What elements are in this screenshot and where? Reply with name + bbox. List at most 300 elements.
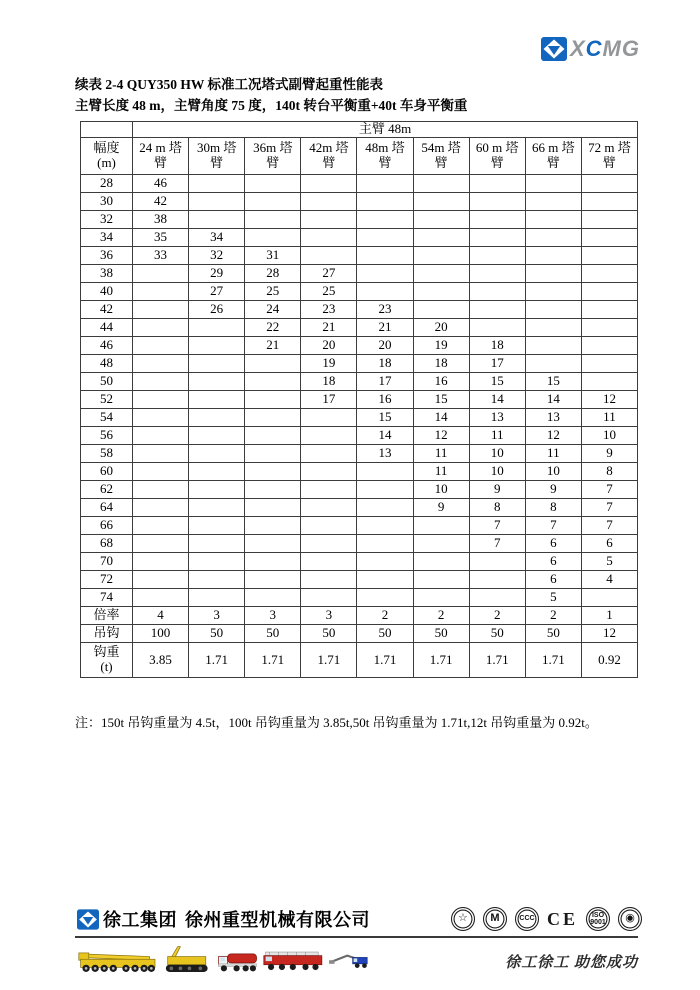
capacity-cell: [133, 373, 189, 391]
capacity-cell: [133, 301, 189, 319]
hook-weight-cell: 1.71: [189, 643, 245, 678]
xcmg-diamond-icon: [77, 909, 99, 930]
capacity-cell: [469, 265, 525, 283]
radius-cell: 42: [81, 301, 133, 319]
capacity-cell: [245, 535, 301, 553]
capacity-cell: 10: [469, 463, 525, 481]
capacity-cell: 12: [581, 391, 637, 409]
ratio-label-cell: 倍率: [81, 607, 133, 625]
certification-badges: [451, 907, 642, 931]
capacity-cell: 7: [581, 499, 637, 517]
truck-crane-image: [79, 953, 155, 972]
table-row: [81, 175, 638, 193]
capacity-cell: 11: [469, 427, 525, 445]
hook-weight-cell: 0.92: [581, 643, 637, 678]
ce-mark-icon: CE: [546, 908, 578, 929]
capacity-cell: [189, 589, 245, 607]
hook-weight-cell: 1.71: [413, 643, 469, 678]
capacity-cell: [413, 247, 469, 265]
capacity-cell: 18: [469, 337, 525, 355]
company-name: 徐州重型机械有限公司: [185, 910, 370, 930]
capacity-cell: 13: [525, 409, 581, 427]
column-header: 48m 塔 臂: [357, 138, 413, 175]
capacity-cell: [245, 463, 301, 481]
capacity-cell: 19: [301, 355, 357, 373]
page-title: 续表 2-4 QUY350 HW 标准工况塔式副臂起重性能表: [75, 77, 384, 92]
capacity-cell: 14: [357, 427, 413, 445]
capacity-cell: 13: [469, 409, 525, 427]
capacity-cell: [133, 571, 189, 589]
hook-cell: 12: [581, 625, 637, 643]
radius-cell: 60: [81, 463, 133, 481]
capacity-cell: [189, 481, 245, 499]
table-row: [81, 499, 638, 517]
capacity-cell: [133, 481, 189, 499]
hook-cell: 50: [525, 625, 581, 643]
capacity-cell: [357, 589, 413, 607]
capacity-cell: 9: [469, 481, 525, 499]
radius-cell: 74: [81, 589, 133, 607]
capacity-cell: [357, 571, 413, 589]
hook-label-cell: 吊钩: [81, 625, 133, 643]
hook-weight-row: [81, 643, 638, 678]
capacity-cell: [469, 175, 525, 193]
table-row: [81, 247, 638, 265]
capacity-cell: 34: [189, 229, 245, 247]
hook-cell: 100: [133, 625, 189, 643]
ratio-cell: 4: [133, 607, 189, 625]
hook-cell: 50: [189, 625, 245, 643]
table-row: [81, 481, 638, 499]
capacity-cell: 11: [413, 445, 469, 463]
xcmg-wordmark: XCMG: [569, 36, 640, 61]
xcmg-logo: [541, 37, 640, 61]
capacity-cell: [469, 229, 525, 247]
hook-cell: 50: [413, 625, 469, 643]
table-row: [81, 373, 638, 391]
radius-cell: 66: [81, 517, 133, 535]
capacity-cell: [189, 337, 245, 355]
capacity-cell: [189, 499, 245, 517]
capacity-cell: [133, 553, 189, 571]
capacity-cell: 20: [301, 337, 357, 355]
capacity-cell: [189, 571, 245, 589]
column-header: 30m 塔 臂: [189, 138, 245, 175]
capacity-cell: [301, 175, 357, 193]
radius-cell: 72: [81, 571, 133, 589]
capacity-cell: 15: [469, 373, 525, 391]
capacity-cell: [469, 247, 525, 265]
capacity-cell: 11: [581, 409, 637, 427]
capacity-cell: [245, 589, 301, 607]
radius-cell: 70: [81, 553, 133, 571]
capacity-cell: [301, 571, 357, 589]
capacity-cell: [525, 211, 581, 229]
capacity-cell: [133, 337, 189, 355]
capacity-cell: [469, 319, 525, 337]
capacity-cell: [525, 319, 581, 337]
capacity-cell: 9: [525, 481, 581, 499]
capacity-cell: 5: [581, 553, 637, 571]
capacity-cell: [357, 463, 413, 481]
capacity-cell: [525, 265, 581, 283]
ratio-cell: 2: [357, 607, 413, 625]
capacity-cell: 27: [301, 265, 357, 283]
capacity-cell: 4: [581, 571, 637, 589]
capacity-cell: 7: [581, 517, 637, 535]
capacity-cell: [189, 463, 245, 481]
column-header: 36m 塔 臂: [245, 138, 301, 175]
capacity-cell: 25: [245, 283, 301, 301]
capacity-cell: 23: [357, 301, 413, 319]
capacity-cell: [245, 517, 301, 535]
capacity-cell: [301, 247, 357, 265]
capacity-cell: [581, 229, 637, 247]
radius-cell: 54: [81, 409, 133, 427]
capacity-cell: 18: [301, 373, 357, 391]
capacity-cell: [189, 445, 245, 463]
capacity-cell: 17: [357, 373, 413, 391]
capacity-cell: [189, 211, 245, 229]
hook-cell: 50: [357, 625, 413, 643]
capacity-cell: [413, 571, 469, 589]
capacity-cell: [581, 283, 637, 301]
capacity-cell: [357, 265, 413, 283]
capacity-cell: 7: [469, 517, 525, 535]
capacity-cell: 15: [357, 409, 413, 427]
company-header: [77, 906, 370, 932]
capacity-cell: [245, 175, 301, 193]
capacity-cell: 26: [189, 301, 245, 319]
capacity-cell: 8: [581, 463, 637, 481]
main-span-row: [81, 122, 638, 138]
capacity-cell: 24: [245, 301, 301, 319]
capacity-cell: 11: [413, 463, 469, 481]
table-row: [81, 265, 638, 283]
capacity-cell: [469, 571, 525, 589]
quality-award-badge-icon: ☆: [451, 907, 475, 931]
capacity-cell: [189, 193, 245, 211]
table-row: [81, 301, 638, 319]
radius-cell: 52: [81, 391, 133, 409]
hook-weight-label-cell: 钩重 (t): [81, 643, 133, 678]
capacity-cell: [245, 193, 301, 211]
capacity-cell: [301, 553, 357, 571]
capacity-cell: 23: [301, 301, 357, 319]
capacity-cell: 11: [525, 445, 581, 463]
capacity-cell: [133, 427, 189, 445]
capacity-cell: [581, 355, 637, 373]
capacity-cell: 6: [525, 535, 581, 553]
capacity-cell: [525, 175, 581, 193]
capacity-cell: [581, 373, 637, 391]
capacity-cell: [189, 355, 245, 373]
capacity-cell: [301, 535, 357, 553]
capacity-cell: 38: [133, 211, 189, 229]
capacity-cell: 18: [357, 355, 413, 373]
column-header: 60 m 塔 臂: [469, 138, 525, 175]
ratio-row: [81, 607, 638, 625]
radius-cell: 58: [81, 445, 133, 463]
hook-weight-cell: 1.71: [525, 643, 581, 678]
capacity-cell: [189, 553, 245, 571]
capacity-cell: [525, 337, 581, 355]
radius-cell: 34: [81, 229, 133, 247]
capacity-cell: [301, 481, 357, 499]
radius-cell: 40: [81, 283, 133, 301]
capacity-cell: 14: [413, 409, 469, 427]
hook-weight-cell: 1.71: [245, 643, 301, 678]
column-header-row: [81, 138, 638, 175]
capacity-cell: 10: [413, 481, 469, 499]
slogan-text: 徐工徐工 助您成功: [505, 955, 638, 971]
column-header: 42m 塔 臂: [301, 138, 357, 175]
capacity-cell: 22: [245, 319, 301, 337]
hook-row: [81, 625, 638, 643]
capacity-cell: [357, 211, 413, 229]
column-header: 24 m 塔 臂: [133, 138, 189, 175]
table-row: [81, 283, 638, 301]
capacity-cell: [581, 301, 637, 319]
hook-weight-cell: 3.85: [133, 643, 189, 678]
capacity-cell: [357, 481, 413, 499]
capacity-cell: [133, 535, 189, 553]
ratio-cell: 3: [189, 607, 245, 625]
capacity-cell: [301, 589, 357, 607]
capacity-cell: 8: [525, 499, 581, 517]
capacity-cell: [245, 499, 301, 517]
capacity-cell: [245, 427, 301, 445]
crawler-crane-image: [166, 947, 208, 972]
capacity-cell: [413, 283, 469, 301]
capacity-cell: [133, 589, 189, 607]
ratio-cell: 3: [245, 607, 301, 625]
footnote: 注：150t 吊钩重量为 4.5t，100t 吊钩重量为 3.85t,50t 吊钩重量为 1.71t,12t 吊钩重量为 0.92t。: [75, 715, 598, 730]
capacity-cell: [581, 175, 637, 193]
table-row: [81, 517, 638, 535]
capacity-cell: 10: [469, 445, 525, 463]
capacity-cell: [301, 427, 357, 445]
capacity-cell: [245, 445, 301, 463]
capacity-cell: [301, 499, 357, 517]
capacity-cell: 35: [133, 229, 189, 247]
capacity-cell: [357, 247, 413, 265]
capacity-cell: [245, 553, 301, 571]
capacity-cell: 29: [189, 265, 245, 283]
capacity-cell: [525, 283, 581, 301]
fire-truck-image: [264, 952, 322, 970]
capacity-cell: 21: [357, 319, 413, 337]
capacity-cell: [469, 301, 525, 319]
capacity-cell: [525, 229, 581, 247]
ratio-cell: 3: [301, 607, 357, 625]
radius-cell: 38: [81, 265, 133, 283]
capacity-cell: [525, 301, 581, 319]
load-chart-table: [80, 121, 638, 678]
capacity-cell: 12: [413, 427, 469, 445]
capacity-cell: [301, 463, 357, 481]
capacity-cell: 14: [525, 391, 581, 409]
capacity-cell: 15: [413, 391, 469, 409]
table-row: [81, 427, 638, 445]
capacity-cell: [469, 553, 525, 571]
capacity-cell: [525, 355, 581, 373]
capacity-cell: [413, 517, 469, 535]
page-subtitle: 主臂长度 48 m，主臂角度 75 度，140t 转台平衡重+40t 车身平衡重: [75, 98, 468, 113]
column-header: 72 m 塔 臂: [581, 138, 637, 175]
column-header: 66 m 塔 臂: [525, 138, 581, 175]
capacity-cell: 21: [245, 337, 301, 355]
capacity-cell: [189, 535, 245, 553]
capacity-cell: [581, 211, 637, 229]
capacity-cell: [301, 229, 357, 247]
hook-weight-cell: 1.71: [301, 643, 357, 678]
capacity-cell: [413, 175, 469, 193]
capacity-cell: [189, 409, 245, 427]
capacity-cell: [133, 463, 189, 481]
group-logo-text: 徐工集团: [103, 910, 177, 930]
capacity-cell: 12: [525, 427, 581, 445]
capacity-cell: 10: [525, 463, 581, 481]
footer-divider: [75, 936, 638, 938]
capacity-cell: 46: [133, 175, 189, 193]
capacity-cell: [413, 301, 469, 319]
capacity-cell: [581, 589, 637, 607]
capacity-cell: [133, 409, 189, 427]
capacity-cell: [469, 283, 525, 301]
capacity-cell: [581, 319, 637, 337]
capacity-cell: 17: [301, 391, 357, 409]
radius-cell: 62: [81, 481, 133, 499]
hook-cell: 50: [301, 625, 357, 643]
capacity-cell: [133, 499, 189, 517]
capacity-cell: [189, 427, 245, 445]
capacity-cell: [133, 265, 189, 283]
capacity-cell: 19: [413, 337, 469, 355]
radius-cell: 30: [81, 193, 133, 211]
radius-cell: 36: [81, 247, 133, 265]
capacity-cell: [245, 571, 301, 589]
column-header: 54m 塔 臂: [413, 138, 469, 175]
capacity-cell: [133, 283, 189, 301]
capacity-cell: 6: [525, 571, 581, 589]
capacity-cell: [525, 247, 581, 265]
table-row: [81, 589, 638, 607]
product-lineup-images: [77, 944, 369, 985]
capacity-cell: [469, 211, 525, 229]
capacity-cell: [413, 211, 469, 229]
table-row: [81, 337, 638, 355]
capacity-cell: [469, 589, 525, 607]
capacity-cell: 32: [189, 247, 245, 265]
table-row: [81, 571, 638, 589]
hook-cell: 50: [245, 625, 301, 643]
capacity-cell: 7: [525, 517, 581, 535]
m-mark-badge-icon: M: [483, 907, 507, 931]
capacity-cell: 5: [525, 589, 581, 607]
capacity-cell: 31: [245, 247, 301, 265]
table-row: [81, 211, 638, 229]
radius-cell: 64: [81, 499, 133, 517]
capacity-cell: [301, 517, 357, 535]
capacity-cell: 10: [581, 427, 637, 445]
capacity-cell: 25: [301, 283, 357, 301]
capacity-cell: 33: [133, 247, 189, 265]
aerial-platform-image: [329, 956, 367, 968]
capacity-cell: [357, 283, 413, 301]
capacity-cell: 13: [357, 445, 413, 463]
capacity-cell: 17: [469, 355, 525, 373]
ratio-cell: 2: [469, 607, 525, 625]
export-cert-badge-icon: ◉: [618, 907, 642, 931]
table-row: [81, 463, 638, 481]
capacity-cell: 18: [413, 355, 469, 373]
capacity-cell: [301, 409, 357, 427]
capacity-cell: [189, 175, 245, 193]
ratio-cell: 2: [525, 607, 581, 625]
radius-cell: 44: [81, 319, 133, 337]
capacity-cell: 16: [357, 391, 413, 409]
capacity-cell: [357, 193, 413, 211]
capacity-cell: 27: [189, 283, 245, 301]
hook-cell: 50: [469, 625, 525, 643]
capacity-cell: [581, 337, 637, 355]
main-boom-header: 主臂 48m: [133, 122, 638, 138]
table-row: [81, 535, 638, 553]
capacity-cell: [245, 229, 301, 247]
table-row: [81, 229, 638, 247]
capacity-cell: 28: [245, 265, 301, 283]
capacity-cell: [413, 229, 469, 247]
capacity-cell: [301, 193, 357, 211]
radius-cell: 68: [81, 535, 133, 553]
capacity-cell: [189, 319, 245, 337]
ratio-cell: 1: [581, 607, 637, 625]
capacity-cell: [133, 445, 189, 463]
ratio-cell: 2: [413, 607, 469, 625]
capacity-cell: [245, 355, 301, 373]
capacity-cell: [357, 499, 413, 517]
capacity-cell: [301, 211, 357, 229]
hook-weight-cell: 1.71: [469, 643, 525, 678]
capacity-cell: [245, 373, 301, 391]
capacity-cell: 16: [413, 373, 469, 391]
capacity-cell: 7: [469, 535, 525, 553]
radius-cell: 46: [81, 337, 133, 355]
radius-cell: 56: [81, 427, 133, 445]
table-row: [81, 193, 638, 211]
capacity-cell: [581, 193, 637, 211]
radius-cell: 32: [81, 211, 133, 229]
capacity-cell: [413, 589, 469, 607]
capacity-cell: [357, 175, 413, 193]
table-row: [81, 409, 638, 427]
capacity-cell: [301, 445, 357, 463]
xcmg-diamond-icon: [541, 37, 567, 61]
table-row: [81, 319, 638, 337]
capacity-cell: [189, 391, 245, 409]
capacity-cell: 6: [581, 535, 637, 553]
capacity-cell: [245, 391, 301, 409]
iso9001-badge-icon: ISO 9001: [586, 907, 610, 931]
capacity-cell: 42: [133, 193, 189, 211]
capacity-cell: 20: [413, 319, 469, 337]
title-block: [75, 74, 645, 116]
capacity-cell: [413, 553, 469, 571]
table-row: [81, 445, 638, 463]
capacity-cell: [133, 319, 189, 337]
capacity-cell: [189, 373, 245, 391]
